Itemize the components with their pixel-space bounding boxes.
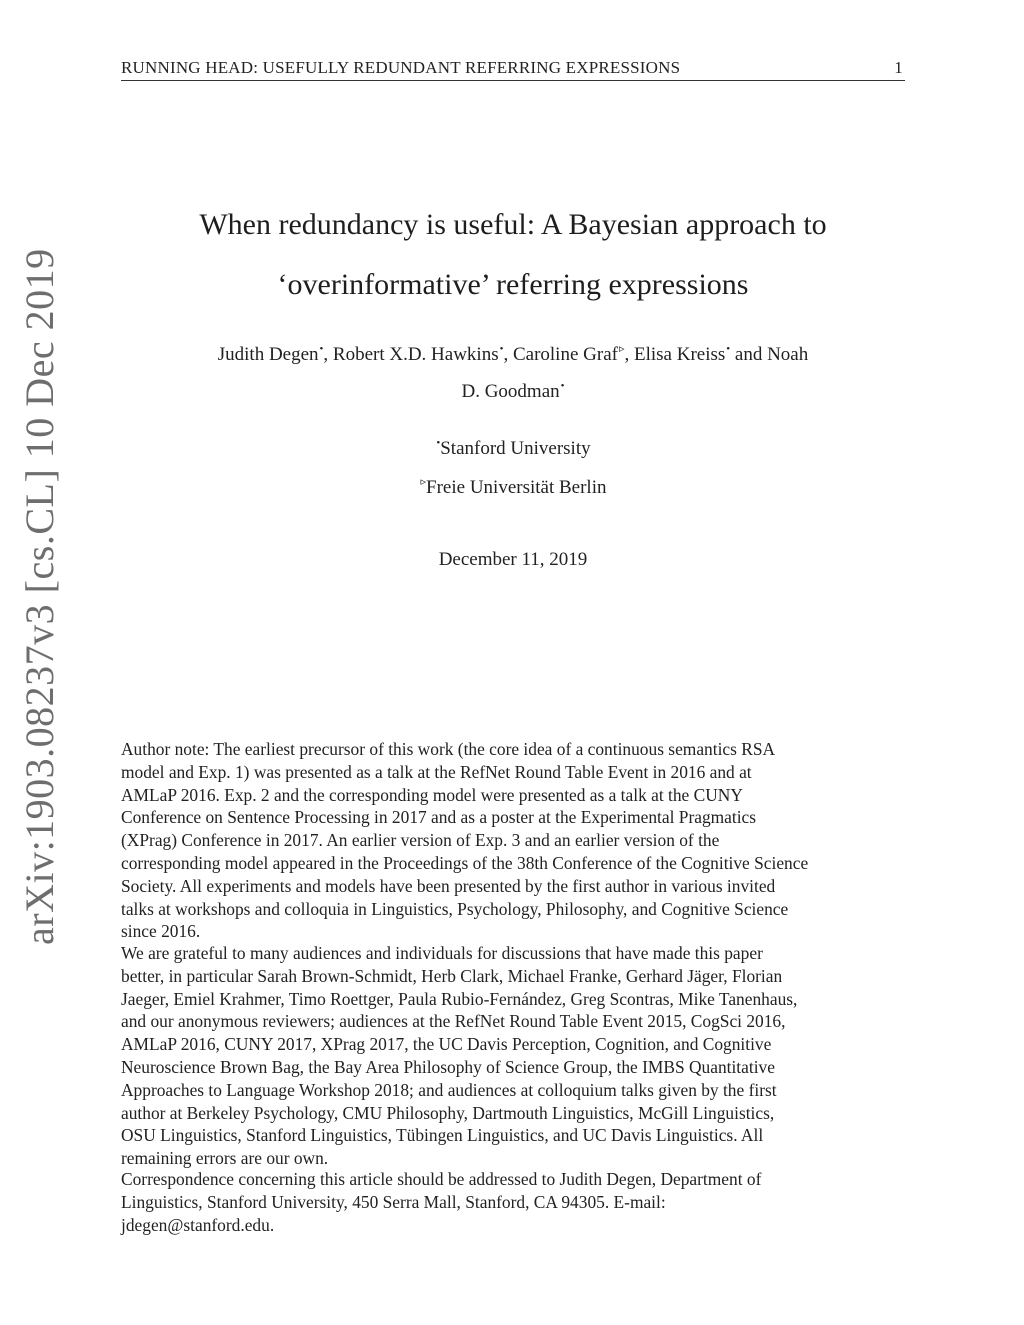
- paper-title-line-1: When redundancy is useful: A Bayesian approach to: [199, 208, 827, 241]
- berlin-marker: ▹: [420, 476, 427, 488]
- note-line: and our anonymous reviewers; audiences at the RefNet Round Table Event 2015, CogSci 2016,: [121, 1011, 786, 1032]
- author-list-line-2: [121, 380, 905, 403]
- stanford-marker: •: [560, 380, 565, 392]
- author-kreiss: , Elisa Kreiss: [624, 344, 726, 365]
- note-line: corresponding model appeared in the Proceedings of the 38th Conference of the Cognitive Science: [121, 852, 809, 873]
- note-line: OSU Linguistics, Stanford Linguistics, Tübingen Linguistics, and UC Davis Linguistics. All: [121, 1125, 764, 1146]
- stanford-marker: •: [726, 343, 731, 355]
- note-line: since 2016.: [121, 921, 201, 942]
- stanford-marker: •: [499, 343, 504, 355]
- affiliation-stanford: [121, 437, 905, 460]
- author-hawkins: , Robert X.D. Hawkins: [323, 344, 499, 365]
- note-line: AMLaP 2016. Exp. 2 and the corresponding model were presented as a talk at the CUNY: [121, 784, 743, 805]
- author-degen: Judith Degen: [217, 344, 319, 365]
- stanford-marker: •: [436, 437, 441, 449]
- affiliation-berlin-name: Freie Universität Berlin: [426, 477, 607, 498]
- publication-date: December 11, 2019: [438, 549, 588, 570]
- author-list-line-1: [121, 342, 905, 366]
- author-goodman: D. Goodman: [461, 381, 560, 402]
- note-line: We are grateful to many audiences and individuals for discussions that have made this paper: [121, 943, 763, 963]
- stanford-marker: •: [319, 343, 324, 355]
- note-line: Neuroscience Brown Bag, the Bay Area Philosophy of Science Group, the IMBS Quantitative: [121, 1056, 775, 1077]
- page-number: 1: [894, 58, 903, 77]
- paper-title-line-2: ‘overinformative’ referring expressions: [277, 268, 749, 301]
- running-head-text: RUNNING HEAD: USEFULLY REDUNDANT REFERRING EXPRESSIONS: [121, 58, 681, 77]
- note-line: talks at workshops and colloquia in Linguistics, Psychology, Philosophy, and Cognitive Science: [121, 898, 789, 919]
- affiliation-stanford-name: Stanford University: [440, 438, 591, 459]
- note-line: (XPrag) Conference in 2017. An earlier version of Exp. 3 and an earlier version of the: [121, 830, 720, 851]
- note-line: model and Exp. 1) was presented as a talk at the RefNet Round Table Event in 2016 and at: [121, 761, 752, 782]
- note-line: Conference on Sentence Processing in 2017 and as a poster at the Experimental Pragmatics: [121, 807, 757, 828]
- note-line: Society. All experiments and models have been presented by the first author in various invited: [121, 875, 776, 896]
- correspondence-paragraph: [121, 1168, 921, 1236]
- arxiv-identifier: arXiv:1903.08237v3 [cs.CL] 10 Dec 2019: [17, 248, 62, 945]
- note-line: Approaches to Language Workshop 2018; and audiences at colloquium talks given by the first: [121, 1079, 777, 1100]
- author-graf: , Caroline Graf: [503, 344, 618, 365]
- acknowledgements-paragraph: [121, 942, 921, 1170]
- note-line: Linguistics, Stanford University, 450 Serra Mall, Stanford, CA 94305. E-mail:: [121, 1191, 666, 1212]
- note-line: remaining errors are our own.: [121, 1148, 329, 1169]
- note-line: author at Berkeley Psychology, CMU Philosophy, Dartmouth Linguistics, McGill Linguistics,: [121, 1102, 775, 1123]
- running-head: [121, 58, 905, 81]
- author-noah: and Noah: [730, 344, 809, 365]
- note-line: Author note: The earliest precursor of this work (the core idea of a continuous semantics RSA: [121, 739, 776, 759]
- correspondence-email: jdegen@stanford.edu.: [121, 1214, 275, 1235]
- berlin-marker: ▹: [618, 343, 625, 355]
- affiliation-berlin: [121, 475, 905, 499]
- note-line: Jaeger, Emiel Krahmer, Timo Roettger, Paula Rubio-Fernández, Greg Scontras, Mike Tanenhaus,: [121, 988, 798, 1009]
- note-line: Correspondence concerning this article should be addressed to Judith Degen, Department of: [121, 1169, 762, 1189]
- note-line: better, in particular Sarah Brown-Schmidt, Herb Clark, Michael Franke, Gerhard Jäger, Florian: [121, 965, 783, 986]
- author-note-paragraph: [121, 738, 921, 943]
- note-line: AMLaP 2016, CUNY 2017, XPrag 2017, the UC Davis Perception, Cognition, and Cognitive: [121, 1034, 772, 1055]
